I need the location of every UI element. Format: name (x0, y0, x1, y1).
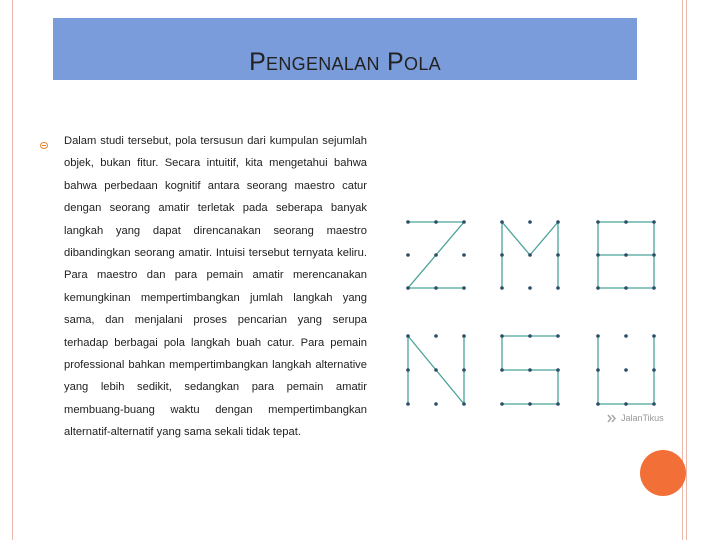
watermark-logo (607, 413, 664, 423)
pattern-z (406, 220, 466, 290)
right-border-line-inner (686, 0, 687, 540)
title-bar (53, 18, 637, 80)
pattern-figure (398, 212, 663, 412)
pattern-m (500, 220, 560, 290)
title-initial-2: P (387, 48, 405, 76)
bullet-icon (40, 142, 48, 149)
body-paragraph: Dalam studi tersebut, pola tersusun dari kumpulan sejumlah objek, bukan fitur. Secara intuitif, kita mengetahui bahwa bahwa perbedaan kognitif antara seorang maestro catur dengan seorang amatir terletak pada seberapa banyak langkah yang dapat direncanakan seorang maestro dibandingkan seorang amatir. Intuisi tersebut ternyata keliru. Para maestro dan para pemain amatir merencanakan kemungkinan mempertimbangkan jumlah langkah yang sama, dan menjalani proses pencarian yang serupa terhadap berbagai pola langkah buah catur. Para pemain professional bahkan mempertimbangkan langkah alternative yang lebih sedikit, sedangkan para pemain amatir membuang-buang waktu dengan mempertimbangkan alternatif-alternatif yang sama sekali tidak tepat. (64, 135, 367, 439)
left-border-line (12, 0, 13, 540)
decorative-circle (640, 450, 686, 496)
slide-title (53, 48, 637, 77)
pattern-u (596, 334, 656, 406)
logo-text: JalanTikus (621, 413, 664, 423)
pattern-n (406, 334, 466, 406)
title-initial-1: P (249, 48, 267, 76)
pattern-s (500, 334, 560, 406)
chevron-double-icon (607, 414, 618, 423)
title-rest-1: ENGENALAN (266, 54, 380, 74)
pattern-e (596, 220, 656, 290)
right-border-line (682, 0, 683, 540)
title-rest-2: OLA (404, 54, 441, 74)
